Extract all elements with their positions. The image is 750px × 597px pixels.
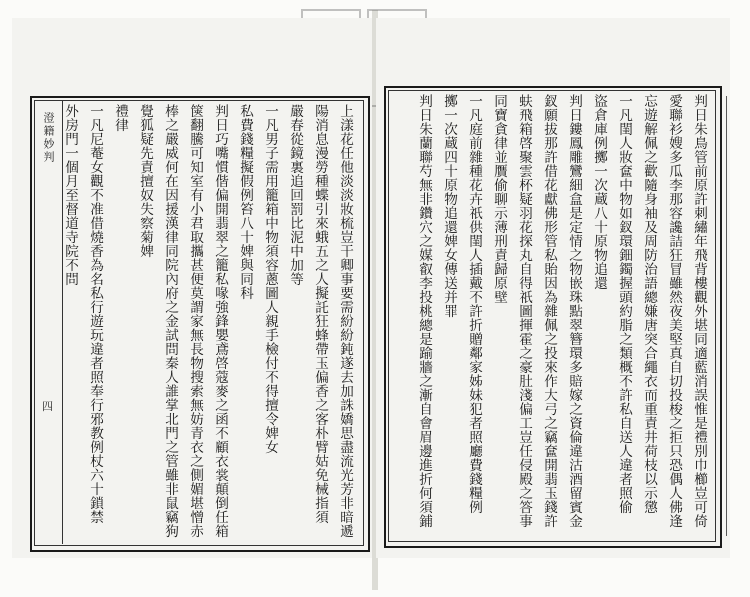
left-page-column: 外房門一個月至督道寺院不問 — [62, 104, 78, 286]
right-page-column: 同寶貪律並贋偷聊示薄刑責歸原壁 — [491, 94, 507, 304]
left-page-column: 私費錢糧擬假例笞八十婢與同科 — [237, 104, 253, 300]
right-page-column: 判日鏤鳳雕鸞細盒是定情之物嵌珠點翠簪環多賠嫁之資倫違沽酒留賓金 — [566, 94, 582, 528]
left-page-column: 判日巧嘴慣偕偏開翡翠之籠私喙強鋒嬰鳶啓蔻麥之函不顧衣裳顛倒任箱 — [212, 104, 228, 538]
left-page-column: 陽消息漫勞種蝶引來蛾五之人擬託狂蜂帶玉偏香之客朴臂姑免械指須 — [312, 104, 328, 524]
left-page-column: 棒之嚴威何在因援漢律同院內府之金試問秦人誰掌北門之管雖非鼠竊狗 — [162, 104, 178, 538]
right-page-column: 判日朱鳥管前原許刺繡年飛背樓觀外堪同適藍消誤惟是禮別巾櫛豈可倚 — [691, 94, 707, 528]
right-page-column: 一凡庭前雜種花卉祇供閨人插戴不許折贈鄰家姊妹犯者照廳費錢糧例 — [466, 94, 482, 514]
left-page-column: 一凡尼菴女觀不准借燒香為名私行遊玩違者照奉行邪教例杖六十鎖禁 — [87, 104, 103, 524]
right-page-column: 判日朱蘭聯芍無非鑽穴之媒叡李投桃總是踰牆之漸自會眉邊進折何須鋪 — [416, 94, 432, 528]
right-page-column: 一凡閨人妝奩中物如釵環鈿鐲握頭約脂之類概不許私自送人違者照偷 — [616, 94, 632, 514]
right-page-column: 釵願拔那許借花獻佛形管私貽因為雜佩之投來作大弓之竊奩開翡玉錢許 — [541, 94, 557, 528]
left-page-column: 一凡男子需用籠箱中物須容蔥圖人親手檢付不得擅令婢女 — [262, 104, 278, 454]
page-number: 四 — [42, 400, 53, 413]
right-page-column: 愛聯衫嫂多瓜李那容讒詰狂冒雖然夜美堅真自切投梭之拒只恐偶人佛逢 — [666, 94, 682, 528]
left-page-column: 禮律 — [112, 104, 128, 132]
book-title: 澄籍妙判 — [42, 112, 55, 164]
left-page-column: 上漾花任他淡淡妝梳豈干卿事要需紛紛鈍遂去加誅嬌思盡流光芳非暗遞 — [337, 104, 353, 538]
right-page-column: 忘遊解佩之歡隨身袖及周防治語總嫌唐突合繩衣而重責井荷枝以示懲 — [641, 94, 657, 514]
left-page-column: 嚴春從鏡裏追回罰比泥中加等 — [287, 104, 303, 286]
right-page-column: 盜倉庫例擲一次蔵八十原物追還 — [591, 94, 607, 290]
right-page-column: 擲一次蔵四十原物追還婢女傳送并罪 — [441, 94, 457, 318]
left-page-column: 覺狐疑先責擅奴失察菊婢 — [137, 104, 153, 258]
right-page-column: 蚨飛箱啓聚雲杯疑羽花探丸自得祇圖揮霍之豪肚淺偏工豈任侵殿之答事 — [516, 94, 532, 528]
left-page-column: 箧翻騰可知室有小君取攜甚便莫謂家無長物搜索無妨青衣之側媚堪憎赤 — [187, 104, 203, 538]
right-page-edge — [726, 96, 737, 536]
